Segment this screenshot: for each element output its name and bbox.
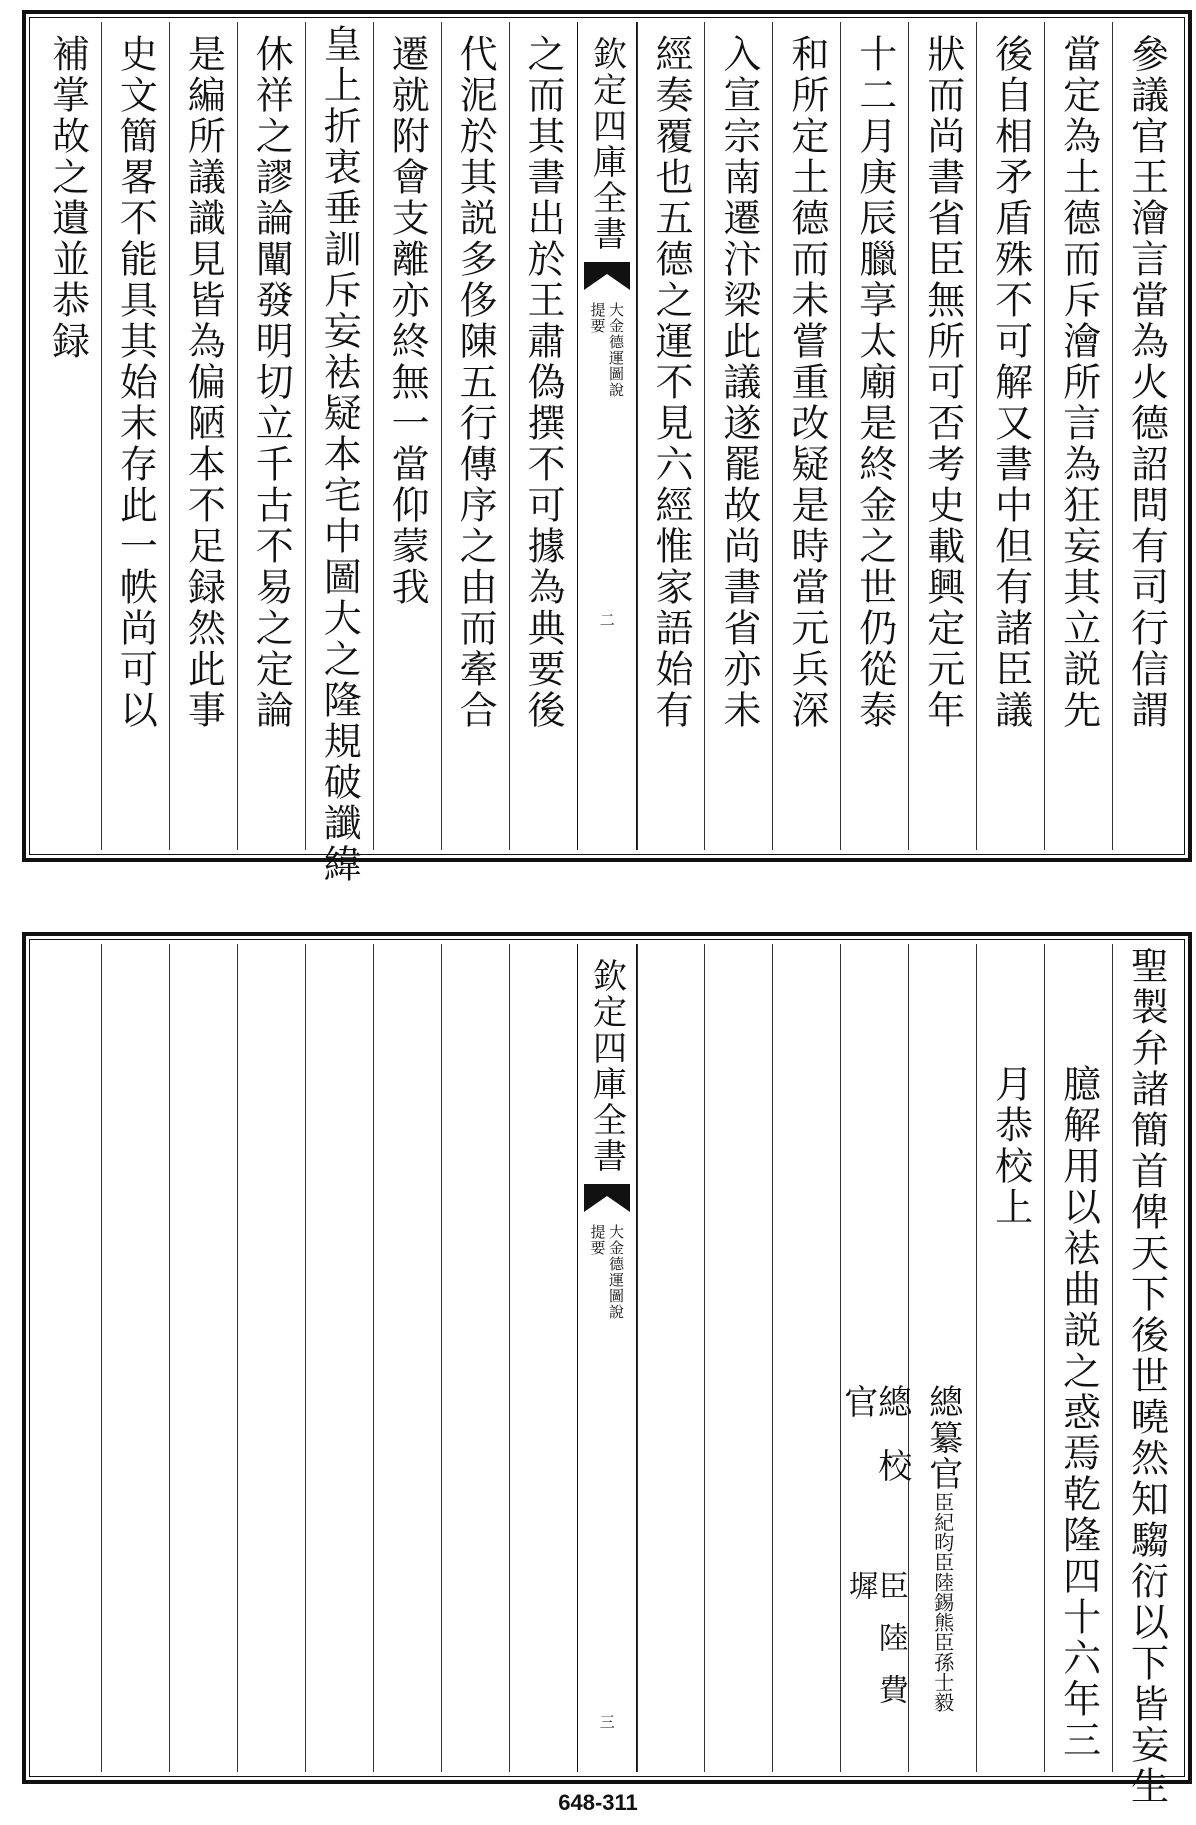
fish-tail-ornament (584, 262, 630, 290)
compilers-title: 總纂官 (922, 1384, 963, 1492)
text-column (441, 22, 509, 850)
empty-column (509, 944, 577, 1772)
upper-page (22, 10, 1192, 885)
page-footer-number: 648-311 (558, 1790, 638, 1815)
column-text: 當定為土德而斥澮所言為狂妄其立説先 (1056, 34, 1101, 731)
text-column (509, 22, 577, 850)
page-fold (577, 944, 637, 1772)
text-column (908, 22, 976, 850)
column-text: 休祥之謬論闡發明切立千古不易之定論 (249, 34, 294, 731)
column-text: 參議官王澮言當為火德詔問有司行信謂 (1124, 34, 1169, 731)
upper-page-columns (34, 22, 1180, 885)
column-text: 是編所議識見皆為偏陋本不足録然此事 (181, 34, 226, 731)
column-text: 入宣宗南遷汴梁此議遂罷故尚書省亦未 (716, 34, 761, 731)
column-text: 月恭校上 (988, 1064, 1033, 1228)
empty-column (34, 944, 101, 1772)
column-text: 皇上折衷垂訓斥妄袪疑本宅中圖大之隆規破讖緯 (317, 24, 362, 885)
compiler-name: 臣紀昀 (930, 1492, 955, 1552)
text-column (1112, 944, 1180, 1807)
text-column (169, 22, 237, 850)
column-text: 和所定土德而未嘗重改疑是時當元兵深 (784, 34, 829, 731)
text-column (1044, 22, 1112, 850)
page-fold (577, 22, 637, 850)
column-text: 史文簡畧不能具其始末存此一帙尚可以 (113, 34, 158, 731)
text-column (101, 22, 169, 850)
empty-column (441, 944, 509, 1772)
empty-column (237, 944, 305, 1772)
fold-section: 提要 (588, 1224, 607, 1256)
fold-subtitles (589, 302, 624, 398)
text-column (976, 944, 1044, 1772)
text-column (1044, 944, 1112, 1772)
fold-book-title: 大金德運圖說 (607, 302, 625, 398)
empty-column (637, 944, 705, 1772)
fold-page-number: 二 (597, 612, 616, 628)
text-column (976, 22, 1044, 850)
empty-column (169, 944, 237, 1772)
text-column (704, 22, 772, 850)
column-text: 遷就附會支離亦終無一當仰蒙我 (385, 34, 430, 608)
text-column (637, 22, 705, 850)
text-column (34, 22, 101, 850)
text-column (373, 22, 441, 850)
column-text: 臆解用以袪曲説之惑焉乾隆四十六年三 (1056, 1064, 1101, 1761)
empty-column (101, 944, 169, 1772)
fold-book-title: 大金德運圖說 (607, 1224, 625, 1320)
compiler-name: 臣陸錫熊 (930, 1552, 955, 1632)
fish-tail-ornament (584, 1184, 630, 1212)
proofreader-title: 總校官 (837, 1384, 912, 1512)
column-text: 後自相矛盾殊不可解又書中但有諸臣議 (988, 34, 1033, 731)
empty-column (373, 944, 441, 1772)
column-text: 狀而尚書省臣無所可否考史載興定元年 (920, 34, 965, 731)
fold-subtitles (589, 1224, 624, 1320)
proofreader-column (837, 944, 912, 1772)
empty-column (772, 944, 840, 1772)
text-column (772, 22, 840, 850)
text-column (1112, 22, 1180, 850)
text-column (305, 22, 373, 885)
fold-title: 欽定四庫全書 (586, 958, 627, 1174)
fold-section: 提要 (588, 302, 607, 334)
fold-title: 欽定四庫全書 (586, 36, 627, 252)
compilers-column (908, 944, 976, 1772)
column-text: 聖製弁諸簡首俾天下後世曉然知騶衍以下皆妄生 (1124, 946, 1169, 1807)
column-text: 經奏覆也五德之運不見六經惟家語始有 (648, 34, 693, 731)
column-text: 代泥於其説多侈陳五行傳序之由而牽合 (453, 34, 498, 731)
column-text: 之而其書出於王肅偽撰不可據為典要後 (521, 34, 566, 731)
fold-page-number: 三 (597, 1714, 616, 1730)
text-column (840, 22, 908, 850)
proofreader-name: 臣陸費墀 (842, 1570, 908, 1727)
column-text: 補掌故之遺並恭録 (45, 34, 90, 362)
column-text: 十二月庚辰臘享太廟是終金之世仍從泰 (852, 34, 897, 731)
compiler-name: 臣孫士毅 (930, 1632, 955, 1712)
empty-column (305, 944, 373, 1772)
empty-column (704, 944, 772, 1772)
text-column (237, 22, 305, 850)
